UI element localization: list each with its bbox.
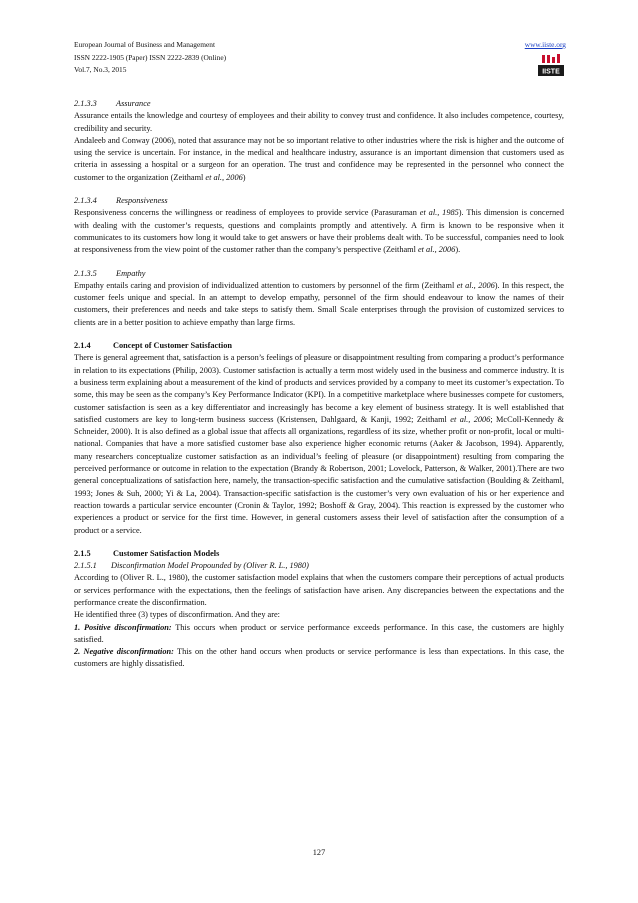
heading-disconfirmation-model: 2.1.5.1 Disconfirmation Model Propounded by (Oliver R. L., 1980) (74, 561, 309, 571)
journal-issn: ISSN 2222-1905 (Paper) ISSN 2222-2839 (Online) (74, 52, 227, 62)
heading-empathy: 2.1.3.5 Empathy (74, 268, 146, 278)
article-body (74, 98, 564, 671)
models-paragraph-2: He identified three (3) types of disconfirmation. And they are: (74, 610, 280, 620)
journal-name: European Journal of Business and Management (74, 40, 216, 49)
iiste-logo-icon (538, 53, 564, 77)
page-header (74, 39, 566, 89)
heading-assurance: 2.1.3.3 Assurance (74, 99, 151, 108)
list-item-negative-disconfirmation: 2. Negative disconfirmation: This on the other hand occurs when products or service performance is less than expectations. In this case, the customers are highly dissatisfied. (74, 647, 564, 669)
empathy-paragraph: Empathy entails caring and provision of individualized attention to customers by personnel of the firm (Zeithaml et al., 2006). In this respect, the customer feels unique and special. In an attempt to develop empathy, personnel of the firm should endeavour to know the names of their customers, their preferences and needs and take steps to satisfy them. Small Scale enterprises through the provision of customized services to clients are in a better position to achieve empathy than large firms. (74, 280, 564, 327)
list-item-positive-disconfirmation: 1. Positive disconfirmation: This occurs when product or service performance exceeds performance. In this case, the customers are highly satisfied. (74, 622, 565, 644)
heading-responsiveness: 2.1.3.4 Responsiveness (74, 196, 168, 206)
heading-customer-satisfaction: 2.1.4 Concept of Customer Satisfaction (74, 341, 232, 351)
page-number: 127 (312, 848, 326, 857)
journal-url-link[interactable]: www.iiste.org (524, 40, 566, 49)
models-paragraph-1: According to (Oliver R. L., 1980), the customer satisfaction model explains that when the customers compare their perceptions of actual products or services performance with the expectations, then the feelings of satisfaction have arisen. Any discrepancies between the expectations and the performance create the disconfirmation. (74, 573, 564, 607)
assurance-paragraph-2: Andaleeb and Conway (2006), noted that assurance may not be so important relative to other industries where the risk is higher and the outcome of using the service is uncertain. For instance, in the medical and healthcare industry, assurance is an important dimension that customers used as criteria in assessing a hospital or a surgeon for an operation. The trust and confidence may be represented in the personnel who connect the customer to the organization (Zeithaml et al., 2006) (74, 135, 564, 182)
responsiveness-paragraph: Responsiveness concerns the willingness or readiness of employees to provide service (Parasuraman et al., 1985). This dimension is concerned with dealing with the customer’s requests, questions and complaints promptly and attentively. A firm is known to be responsive when it communicates to its customers how long it would take to get answers or have their problems dealt with. To be successful, companies need to look at responsiveness from the view point of the customer rather than the company’s perspective (Zeithaml et al., 2006). (74, 208, 564, 255)
journal-volume: Vol.7, No.3, 2015 (74, 65, 127, 75)
satisfaction-paragraph: There is general agreement that, satisfaction is a person’s feelings of pleasure or disappointment resulting from comparing a product’s performance in relation to its expectations (Philip, 2003). Customer satisfaction is actually a term most widely used in the business and commerce industry. It is a business term explaining about a measurement of the kind of products and services provided by a company to meet its customer’s expectation. To some, this may be seen as the company’s Key Performance Indicator (KPI). In a competitive marketplace where businesses compete for customers, customer satisfaction is seen as a key differentiator and increasingly has become a key element of business strategy. It is well established that satisfied customers are key to long-term business success (Kristensen, Dahlgaard, & Kanji, 1992; Zeithaml et al., 2006; McColl-Kennedy & Schneider, 2000). It is also defined as a global issue that affects all organizations, regardless of its size, whether profit or non-profit, local or multi-national. Companies that have a more satisfied customer base also experience higher economic returns (Aaker & Jacobson, 1994). Apparently, many researchers conceptualize customer satisfaction as an individual’s feeling of pleasure (or disappointment) resulting from comparing the perceived performance or outcome in relation to the expectation (Brandy & Robertson, 2001; Lovelock, Patterson, & Walker, 2001).There are two general conceptualizations of satisfaction here, namely, the transaction-specific satisfaction and the cumulative satisfaction (Boulding & Zeithaml, 1993; Jones & Suh, 2000; Yi & La, 2004). Transaction-specific satisfaction is the customer’s very own evaluation of his or her experience and reaction towards a particular service encounter (Cronin & Taylor, 1992; Boshoff & Gray, 2004). This reaction is expressed by the customer who experiences a product or service for the first time. However, in general customers assess their level of satisfaction after the consumption of a product or a service. (74, 353, 565, 535)
assurance-paragraph-1: Assurance entails the knowledge and courtesy of employees and their ability to convey trust and confidence. It also includes competence, courtesy, credibility and security. (74, 111, 564, 133)
heading-satisfaction-models: 2.1.5 Customer Satisfaction Models (74, 548, 220, 558)
logo-lettering: IISTE (542, 68, 560, 76)
